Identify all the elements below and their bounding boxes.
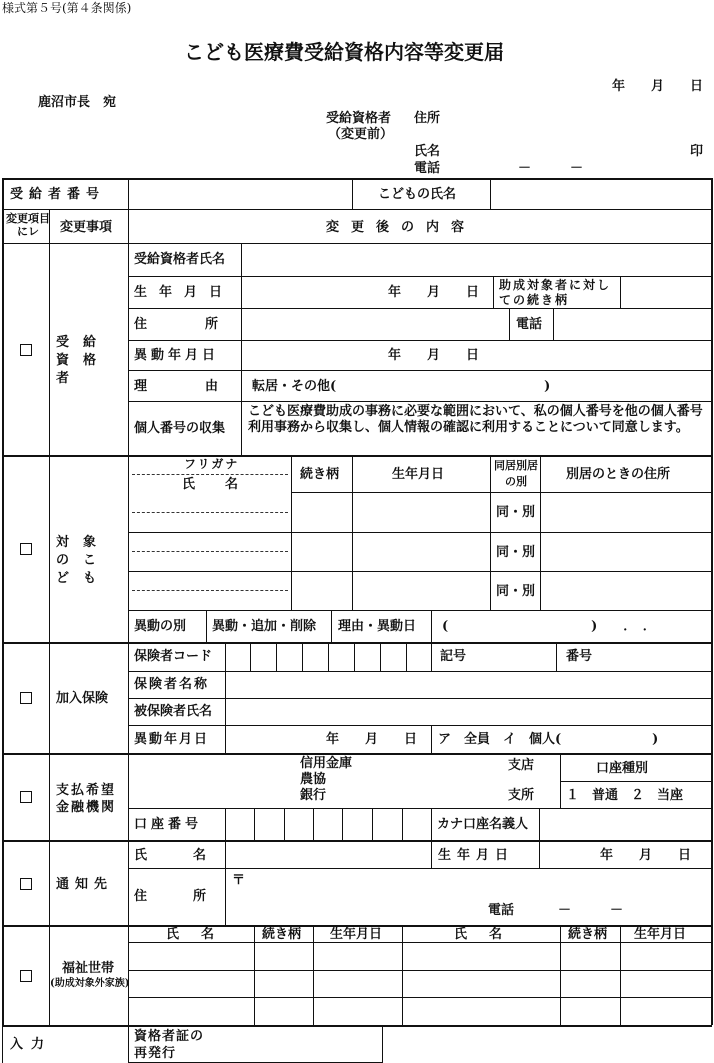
form-title: こども医療費受給資格内容等変更届 bbox=[184, 40, 504, 64]
child-birth-col-label: 生年月日 bbox=[392, 467, 445, 482]
reason-date-label: 理由・異動日 bbox=[338, 619, 417, 634]
welfare-name-col-2: 氏名 bbox=[454, 927, 525, 942]
insurer-code-label: 保険者コード bbox=[134, 649, 213, 664]
seal-mark: 印 bbox=[690, 144, 704, 159]
child-name-col-label: 氏名 bbox=[182, 477, 269, 492]
insurance-section-title: 加入保険 bbox=[56, 691, 109, 706]
welfare-relation-col-1: 続き柄 bbox=[262, 927, 302, 942]
notice-birth-label: 生年月日 bbox=[438, 848, 515, 863]
account-type-value[interactable]: １ 普通 ２ 当座 bbox=[566, 788, 684, 803]
qualified-checkbox[interactable] bbox=[20, 344, 32, 356]
furigana-label: フリガナ bbox=[184, 457, 240, 471]
input-label: 入力 bbox=[10, 1037, 53, 1052]
bank-type-bank[interactable]: 銀行 bbox=[300, 788, 327, 803]
notice-section-title: 通知先 bbox=[56, 877, 114, 892]
qualified-phone-field[interactable] bbox=[555, 310, 710, 339]
insurance-symbol-label: 記号 bbox=[440, 649, 467, 664]
reason-date-value[interactable]: ( ) ． ． bbox=[442, 619, 656, 634]
bank-checkbox[interactable] bbox=[20, 791, 32, 803]
applicant-name-label: 氏名 bbox=[414, 144, 441, 159]
bank-type-credit[interactable]: 信用金庫 bbox=[300, 756, 353, 771]
item-column-header: 変更事項 bbox=[60, 220, 113, 235]
qualified-phone-label: 電話 bbox=[516, 317, 543, 332]
separate-address-col-label: 別居のときの住所 bbox=[566, 467, 671, 482]
change-type-value[interactable]: 異動・追加・削除 bbox=[212, 619, 317, 634]
account-number-label: 口座番号 bbox=[134, 817, 203, 832]
welfare-checkbox[interactable] bbox=[20, 970, 32, 982]
child-checkbox[interactable] bbox=[20, 543, 32, 555]
my-number-consent-text: こども医療費助成の事務に必要な範囲において、私の個人番号を他の個人番号利用事務から収集し、個人情報の確認に利用することについて同意します。 bbox=[248, 404, 703, 435]
qualified-birth-label: 生年月日 bbox=[134, 285, 235, 300]
welfare-birth-col-2: 生年月日 bbox=[634, 927, 687, 942]
applicant-address-label: 住所 bbox=[414, 111, 441, 126]
my-number-label: 個人番号の収集 bbox=[134, 421, 226, 436]
qualified-change-date-label: 異動年月日 bbox=[134, 348, 220, 363]
change-type-label: 異動の別 bbox=[134, 619, 187, 634]
cohabit-col-label: 同居別居の別 bbox=[494, 459, 538, 488]
child-name-field[interactable] bbox=[492, 180, 710, 208]
child-relation-col-label: 続き柄 bbox=[300, 467, 340, 482]
qualified-address-field[interactable] bbox=[243, 310, 507, 339]
applicant-phone-label: 電話 bbox=[414, 161, 441, 176]
welfare-section-title: 福祉世帯 bbox=[62, 961, 115, 976]
bank-subbranch-label: 支所 bbox=[508, 788, 535, 803]
notice-checkbox[interactable] bbox=[20, 878, 32, 890]
submission-date: 年 月 日 bbox=[612, 79, 704, 94]
check-column-header: 変更項目 にレ bbox=[6, 212, 50, 238]
qualified-name-label: 受給資格者氏名 bbox=[134, 252, 226, 267]
recipient-number-label: 受給者番号 bbox=[10, 187, 106, 202]
qualified-reason-label: 理由 bbox=[134, 379, 277, 394]
applicant-label: 受給資格者 bbox=[326, 111, 392, 126]
coverage-value[interactable]: ア 全員 イ 個人( ) bbox=[438, 732, 659, 747]
before-change-label: （変更前） bbox=[328, 127, 394, 142]
cohabit-value-1[interactable]: 同・別 bbox=[496, 505, 536, 520]
qualified-reason-value[interactable]: 転居・その他( ) bbox=[252, 379, 551, 394]
welfare-birth-col-1: 生年月日 bbox=[330, 927, 383, 942]
bank-type-agri[interactable]: 農協 bbox=[300, 772, 327, 787]
recipient-number-field[interactable] bbox=[130, 180, 350, 208]
insurance-number-label: 番号 bbox=[566, 649, 593, 664]
kana-holder-label: カナ口座名義人 bbox=[437, 817, 529, 832]
insurance-change-date-value[interactable]: 年 月 日 bbox=[326, 732, 418, 747]
notice-address-label: 住所 bbox=[134, 889, 253, 904]
child-name-label: こどもの氏名 bbox=[378, 187, 457, 202]
qualified-birth-value[interactable]: 年 月 日 bbox=[388, 285, 480, 300]
notice-name-label: 氏名 bbox=[134, 848, 253, 863]
account-type-label: 口座種別 bbox=[596, 761, 649, 776]
insurance-change-date-label: 異動年月日 bbox=[134, 732, 210, 747]
child-section-title: 対象のこども bbox=[56, 535, 111, 586]
cohabit-value-3[interactable]: 同・別 bbox=[496, 584, 536, 599]
content-column-header: 変更後の内容 bbox=[326, 220, 477, 235]
kana-holder-field[interactable] bbox=[541, 810, 710, 839]
insurer-name-label: 保険者名称 bbox=[134, 677, 210, 692]
cohabit-value-2[interactable]: 同・別 bbox=[496, 545, 536, 560]
notice-phone-label: 電話 bbox=[488, 903, 515, 918]
qualified-name-field[interactable] bbox=[243, 245, 710, 275]
welfare-section-subtitle: (助成対象外家族) bbox=[50, 978, 130, 989]
insurance-checkbox[interactable] bbox=[20, 692, 32, 704]
insured-name-label: 被保険者氏名 bbox=[134, 704, 213, 719]
notice-name-field[interactable] bbox=[227, 842, 429, 867]
notice-birth-value[interactable]: 年 月 日 bbox=[600, 848, 692, 863]
qualified-section-title: 受給資格者 bbox=[56, 335, 111, 386]
relation-to-subject-label: 助成対象者に対しての続き柄 bbox=[499, 278, 612, 307]
bank-section-title: 支払希望金融機関 bbox=[56, 783, 117, 815]
welfare-relation-col-2: 続き柄 bbox=[568, 927, 608, 942]
notice-phone-dashes: － － bbox=[558, 903, 624, 918]
form-number: 様式第５号(第４条関係) bbox=[2, 1, 132, 15]
bank-branch-label: 支店 bbox=[508, 758, 535, 773]
postal-mark: 〒 bbox=[232, 873, 246, 888]
welfare-name-col-1: 氏名 bbox=[166, 927, 237, 942]
qualified-address-label: 住所 bbox=[134, 317, 277, 332]
qualified-change-date-value[interactable]: 年 月 日 bbox=[388, 348, 480, 363]
applicant-phone-dashes: － － bbox=[518, 161, 584, 176]
reissue-label: 資格者証の再発行 bbox=[134, 1029, 205, 1061]
addressee: 鹿沼市長 宛 bbox=[38, 95, 117, 110]
